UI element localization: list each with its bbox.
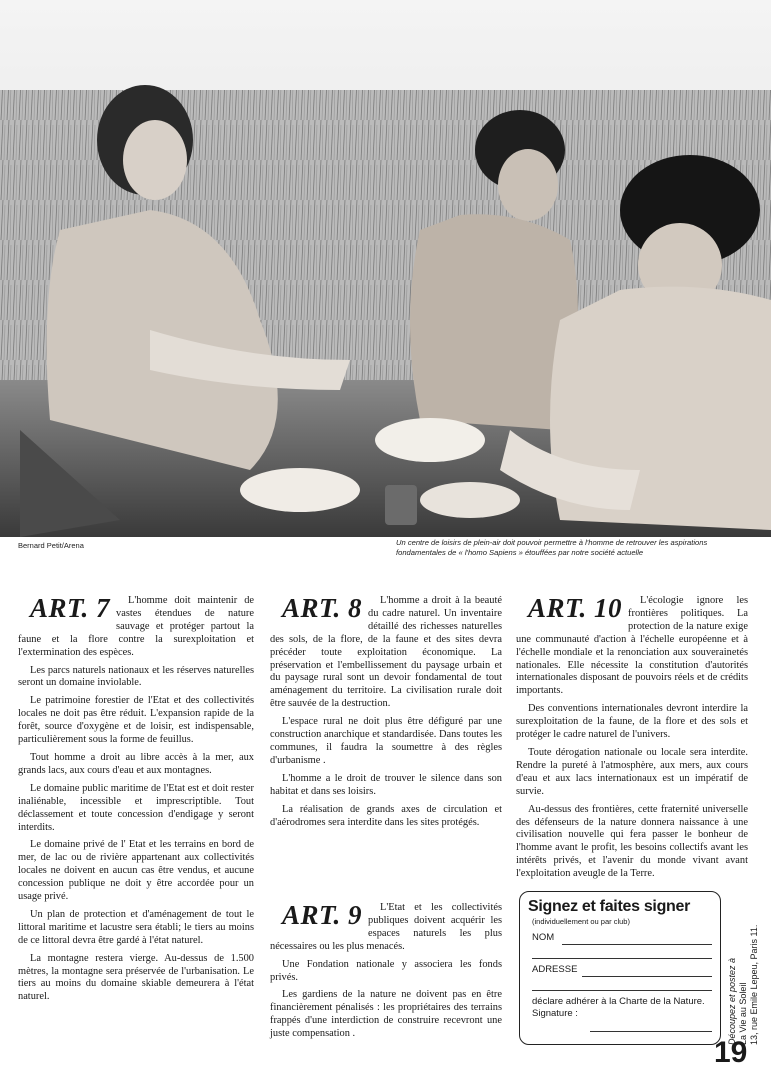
photo-credit: Bernard Petit/Arena xyxy=(18,541,84,550)
article-9-title: ART. 9 xyxy=(282,900,363,930)
photo-caption: Un centre de loisirs de plein-air doit pouvoir permettre à l'homme de retrouver les aspirations fondamentales de « l'homo Sapiens » étouffées par notre société actuelle xyxy=(396,538,708,557)
article-7-paragraph: La montagne restera vierge. Au-dessus de 1.500 mètres, la montagne sera préservée de l'urbanisation. Le tiers au moins du domaine skiable demeurera à l'état naturel. xyxy=(18,952,254,1003)
nom-label: NOM xyxy=(532,932,555,943)
mailing-address: 13, rue Emile Lepeu, Paris 11. xyxy=(749,924,759,1045)
beach-photo-illustration xyxy=(0,0,771,537)
article-8-paragraph: La réalisation de grands axes de circulation et d'aérodromes sera interdite dans les sites protégés. xyxy=(270,803,502,828)
article-8-paragraph: L'homme a droit à la beauté du cadre naturel. Un inventaire détaillé des richesses naturelles des sols, de la flore, de la faune et des sites devra précéder toute exploitation économique. La préservation et l'embellissement du paysage urbain et du paysage rural sont un devoir fondamental de tout aménagement du territoire. La civilisation rurale doit être sauvée de la destruction. xyxy=(270,595,502,710)
article-7 xyxy=(18,595,254,1009)
beach-photo xyxy=(0,0,771,537)
signature-form xyxy=(519,891,721,1045)
article-9-paragraph: L'Etat et les collectivités publiques doivent acquérir les espaces naturels les plus nécessaires ou les plus menacés. xyxy=(270,902,502,952)
article-10-paragraph: Des conventions internationales devront interdire la surexploitation de la faune, de la flore et des sols et protéger le cadre naturel de l'univers. xyxy=(516,703,748,741)
form-title: Signez et faites signer xyxy=(528,898,691,915)
adresse-field[interactable] xyxy=(582,976,712,977)
article-10-title: ART. 10 xyxy=(528,593,623,623)
article-10-paragraph: Toute dérogation nationale ou locale sera interdite. Rendre la pureté à l'atmosphère, aux mers, aux cours d'eau et aux lacs internationaux est un impératif de survie. xyxy=(516,746,748,797)
nom-field[interactable] xyxy=(562,944,712,945)
article-10-paragraph: L'écologie ignore les frontières politiques. La protection de la nature exige une communauté d'action à l'échelle européenne et à l'échelle mondiale et la renonciation aux souverainetés nationales. Elle nécessite la constitution d'autorités internationales disposant de pouvoirs réels et de crédits importants. xyxy=(516,595,748,697)
article-9-lead xyxy=(270,902,502,954)
form-declaration xyxy=(532,996,705,1019)
article-7-paragraph: Tout homme a droit au libre accès à la mer, aux grands lacs, aux cours d'eau et aux montagnes. xyxy=(18,751,254,776)
article-9 xyxy=(270,902,502,1046)
article-10-paragraph: Au-dessus des frontières, cette fraternité universelle des défenseurs de la nature donnera naissance à une civilisation nouvelle qui fera passer le bonheur de l'homme avant le profit, les besoins collectifs avant les intérêts privés, et l'avenir du monde vivant avant l'exploitation aveugle de la Terre. xyxy=(516,803,748,880)
article-7-paragraph: Le domaine privé de l' Etat et les terrains en bord de mer, de lac ou de rivière appartenant aux collectivités locales ne doivent en aucun cas être vendus, et aucune concession publique ne doit y être accordée pour un usage privé. xyxy=(18,839,254,903)
article-10 xyxy=(516,595,748,886)
article-8-paragraph: L'espace rural ne doit plus être défiguré par une construction anarchique et standardisée. Dans toutes les communes, il faudra la soumettre à des règles d'urbanisme . xyxy=(270,716,502,766)
article-7-paragraph: Le domaine public maritime de l'Etat est et doit rester inaliénable, incessible et imprescriptible. Tout déclassement et toute concession d'endigage y seront interdits. xyxy=(18,782,254,833)
nom-field-line-2[interactable] xyxy=(532,958,712,959)
article-10-lead xyxy=(516,595,748,698)
page-number: 19 xyxy=(714,1036,748,1069)
form-subtitle: (individuellement ou par club) xyxy=(532,917,630,926)
adresse-field-line-2[interactable] xyxy=(532,990,712,991)
article-8 xyxy=(270,595,502,834)
mailing-instruction-label: Découpez et postez à xyxy=(727,957,737,1045)
mailing-name: La Vie au Soleil xyxy=(738,982,748,1045)
mailing-instruction xyxy=(727,885,760,1045)
article-7-paragraph: Le patrimoine forestier de l'Etat et des collectivités locales ne doit pas être réduit. L'expansion rapide de la forêt, source d'oxygène et de loisir, est indispensable, particulièrement sous la forme de feuillus. xyxy=(18,695,254,746)
signature-label: Signature : xyxy=(532,1007,578,1019)
article-7-paragraph: L'homme doit maintenir de vastes étendues de nature sauvage et protéger partout la faune et la flore contre la surexploitation et l'extermination des espèces. xyxy=(18,595,254,658)
article-9-paragraph: Une Fondation nationale y associera les fonds privés. xyxy=(270,958,502,983)
adresse-label: ADRESSE xyxy=(532,964,578,975)
article-8-paragraph: L'homme a le droit de trouver le silence dans son habitat et dans ses loisirs. xyxy=(270,772,502,797)
article-8-title: ART. 8 xyxy=(282,593,363,623)
signature-field[interactable] xyxy=(590,1031,712,1032)
declaration-text: déclare adhérer à la Charte de la Nature. xyxy=(532,996,705,1007)
article-7-paragraph: Les parcs naturels nationaux et les réserves naturelles seront un domaine inviolable. xyxy=(18,664,254,689)
article-7-lead xyxy=(18,595,254,660)
article-8-lead xyxy=(270,595,502,711)
article-7-paragraph: Un plan de protection et d'aménagement de tout le littoral maritime et lacustre sera établi; le tiers au moins de ce littoral devra être gardé à l'état naturel. xyxy=(18,908,254,946)
article-9-paragraph: Les gardiens de la nature ne doivent pas en être financièrement pénalisés : les propriétaires des terrains frappés d'une interdiction de construire recevront une juste compensation . xyxy=(270,989,502,1040)
article-7-title: ART. 7 xyxy=(30,593,111,623)
